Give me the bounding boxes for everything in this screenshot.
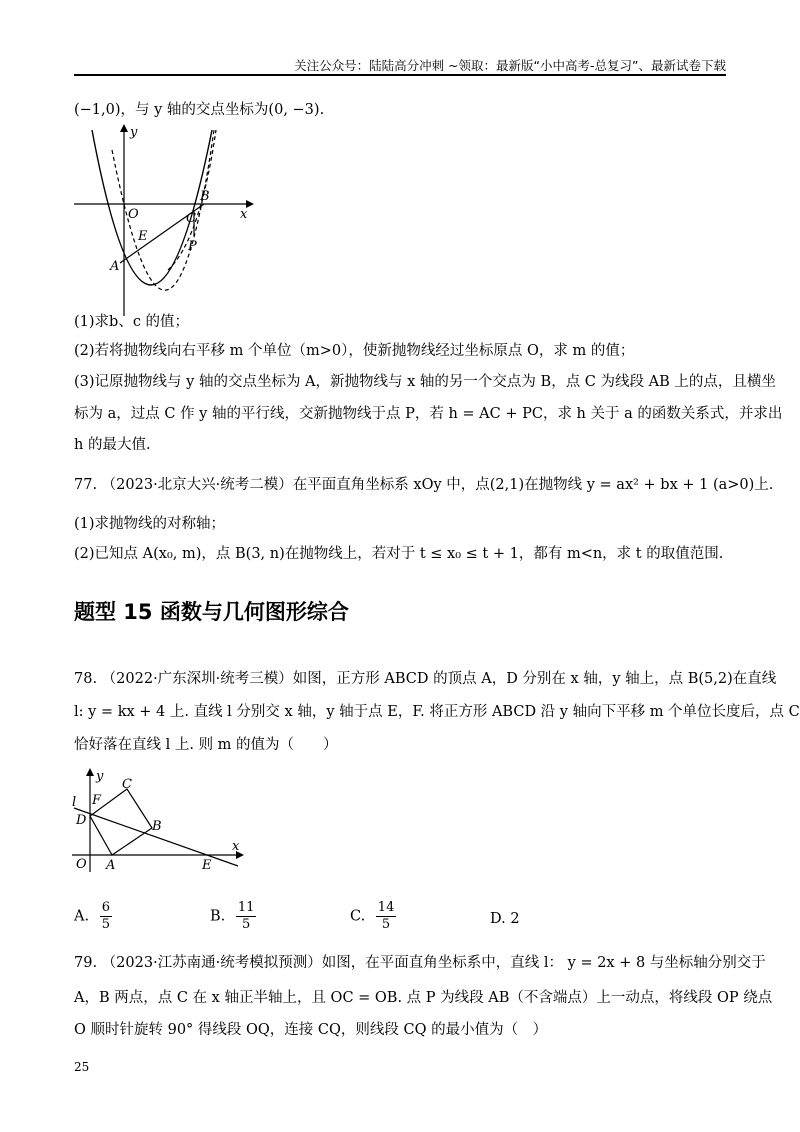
- section-title: 题型 15 函数与几何图形综合: [74, 600, 349, 624]
- label-x: x: [232, 839, 240, 854]
- label-O: O: [128, 207, 139, 222]
- page-header: 关注公众号：陆陆高分冲刺 ~领取：最新版“小中高考-总复习”、最新试卷下载: [294, 58, 726, 73]
- label-F: F: [92, 793, 102, 808]
- label-B: B: [152, 819, 162, 834]
- option-a-fraction: [100, 900, 112, 933]
- line-l: [74, 808, 238, 866]
- option-c-denominator: 5: [381, 917, 391, 932]
- problem-78-line-1: 78. （2022·广东深圳·统考三模）如图，正方形 ABCD 的顶点 A，D 分别在 x 轴，y 轴上，点 B(5,2)在直线: [74, 671, 777, 687]
- label-D: D: [76, 813, 87, 828]
- figure-square: [70, 766, 260, 876]
- text-line-intercepts: (−1,0)，与 y 轴的交点坐标为(0, −3).: [74, 102, 325, 118]
- option-d-value: 2: [510, 911, 520, 927]
- label-A: A: [106, 858, 116, 873]
- problem-77-q2: (2)已知点 A(x₀, m)，点 B(3, n)在抛物线上，若对于 t ≤ x₀ ≤ t + 1，都有 m<n，求 t 的取值范围.: [74, 546, 724, 562]
- figure-parabola-axes: [74, 124, 254, 316]
- option-c-fraction: [376, 900, 397, 933]
- problem-79-line-3: O 顺时针旋转 90° 得线段 OQ，连接 CQ，则线段 CQ 的最小值为（ ）: [74, 1022, 548, 1038]
- option-b[interactable]: [210, 900, 256, 933]
- option-b-fraction: [236, 900, 257, 933]
- option-a[interactable]: [74, 900, 112, 933]
- problem-79-line-1: 79. （2023·江苏南通·统考模拟预测）如图，在平面直角坐标系中，直线 l： y = 2x + 8 与坐标轴分别交于: [74, 955, 766, 971]
- label-E: E: [202, 858, 212, 873]
- header-rule: [74, 74, 726, 76]
- option-b-letter: B.: [210, 908, 226, 925]
- option-a-numerator: 6: [101, 900, 110, 915]
- label-B: B: [200, 189, 210, 204]
- label-y: y: [130, 125, 138, 140]
- label-O: O: [76, 857, 87, 872]
- label-l: l: [72, 795, 77, 810]
- option-a-denominator: 5: [101, 917, 110, 932]
- option-a-letter: A.: [74, 908, 90, 925]
- label-y: y: [96, 769, 104, 784]
- problem-77-q1: (1)求抛物线的对称轴；: [74, 516, 226, 532]
- question-3-line-2: 标为 a，过点 C 作 y 轴的平行线，交新抛物线于点 P，若 h = AC + PC，求 h 关于 a 的函数关系式，并求出: [74, 406, 783, 422]
- option-b-numerator: 11: [237, 900, 255, 915]
- option-d-letter: D.: [490, 911, 506, 927]
- question-3-line-3: h 的最大值.: [74, 437, 151, 453]
- problem-78-line-3: 恰好落在直线 l 上. 则 m 的值为（ ）: [74, 737, 338, 753]
- option-d[interactable]: [490, 911, 520, 927]
- label-E: E: [138, 229, 148, 244]
- page-number: 25: [74, 1060, 90, 1074]
- question-1: (1)求b、c 的值；: [74, 314, 190, 330]
- label-A: A: [110, 259, 120, 274]
- label-x: x: [240, 207, 248, 222]
- label-C: C: [122, 777, 132, 792]
- question-2: (2)若将抛物线向右平移 m 个单位（m>0），使新抛物线经过坐标原点 O，求 m 的值；: [74, 343, 635, 359]
- option-b-denominator: 5: [242, 917, 251, 932]
- question-3-line-1: (3)记原抛物线与 y 轴的交点坐标为 A，新抛物线与 x 轴的另一个交点为 B，点 C 为线段 AB 上的点，且横坐: [74, 374, 776, 390]
- problem-77: 77. （2023·北京大兴·统考二模）在平面直角坐标系 xOy 中，点(2,1)在抛物线 y = ax² + bx + 1 (a>0)上.: [74, 477, 774, 493]
- label-C: C: [186, 211, 196, 226]
- problem-78-line-2: l: y = kx + 4 上. 直线 l 分别交 x 轴，y 轴于点 E，F. 将正方形 ABCD 沿 y 轴向下平移 m 个单位长度后，点 C: [74, 704, 800, 720]
- option-c-letter: C.: [350, 908, 366, 925]
- figure-parabola: [70, 120, 260, 320]
- label-P: P: [188, 239, 197, 254]
- problem-79-line-2: A，B 两点，点 C 在 x 轴正半轴上，且 OC = OB. 点 P 为线段 AB（不含端点）上一动点，将线段 OP 绕点: [74, 990, 773, 1006]
- option-c-numerator: 14: [377, 900, 395, 915]
- option-c[interactable]: [350, 900, 396, 933]
